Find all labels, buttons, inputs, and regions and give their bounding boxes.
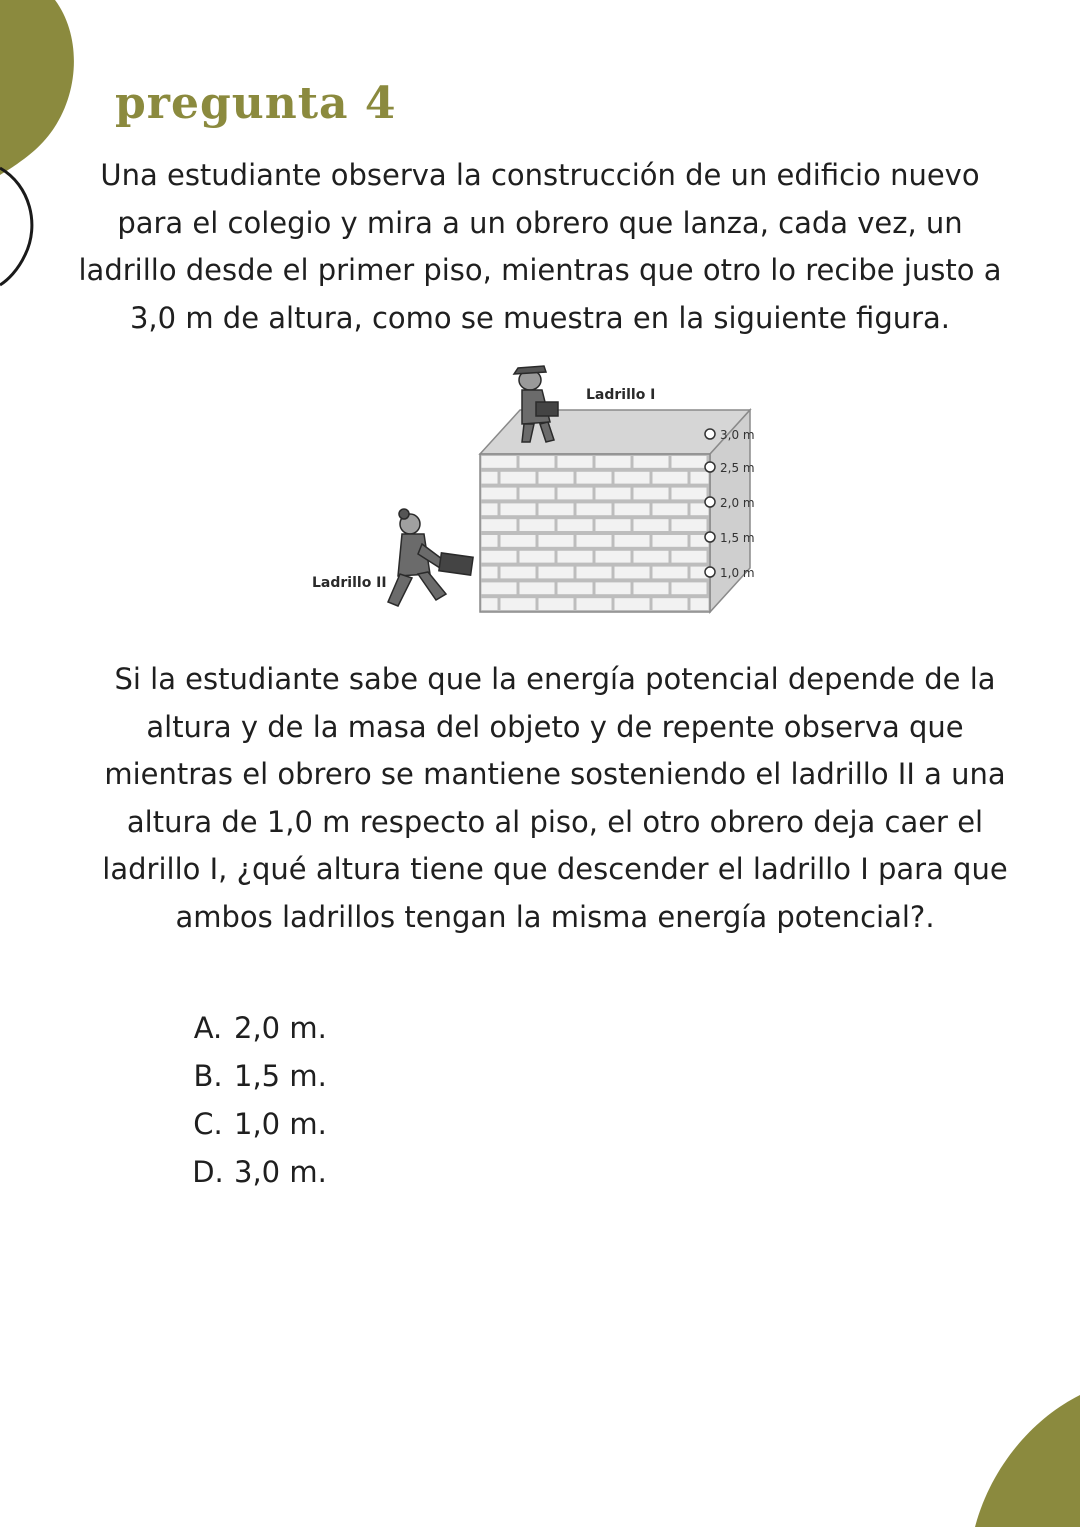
option-letter: D.: [192, 1155, 224, 1189]
brick: [653, 472, 688, 484]
bottom-right-blob: [975, 1395, 1080, 1527]
question-line: Si la estudiante sabe que la energía potencial depende de la: [114, 662, 996, 696]
brick: [482, 598, 498, 610]
question-line: altura de 1,0 m respecto al piso, el otro obrero deja caer el: [126, 804, 984, 839]
top-left-curve-line: [0, 168, 32, 285]
option-c[interactable]: [182, 1100, 327, 1148]
brick: [558, 551, 593, 563]
intro-line: ladrillo desde el primer piso, mientras que otro lo recibe justo a: [78, 253, 1002, 287]
brick: [615, 535, 650, 547]
brick: [596, 582, 631, 594]
brick: [615, 503, 650, 515]
brick: [501, 567, 536, 579]
option-text: 2,0 m.: [234, 1011, 327, 1045]
brick: [539, 503, 574, 515]
brick: [577, 472, 612, 484]
brick: [482, 488, 517, 500]
option-letter: B.: [193, 1059, 223, 1093]
brick: [691, 472, 709, 484]
brick: [501, 472, 536, 484]
brick: [615, 567, 650, 579]
brick: [653, 503, 688, 515]
brick: [634, 488, 669, 500]
height-label: 2,0 m: [720, 496, 755, 510]
question-line: ambos ladrillos tengan la misma energía potencial?.: [175, 899, 935, 934]
worker-on-ground-icon: [388, 509, 473, 606]
brick: [482, 551, 517, 563]
top-left-blob: [0, 0, 74, 175]
brick: [558, 519, 593, 531]
brick: [691, 598, 709, 610]
brick: [634, 456, 669, 468]
brick: [634, 582, 669, 594]
intro-line: para el colegio y mira a un obrero que lanza, cada vez, un: [117, 205, 963, 240]
page-title: pregunta 4: [115, 78, 397, 129]
brick: [520, 519, 555, 531]
brick: [634, 551, 669, 563]
brick: [577, 535, 612, 547]
brick: [482, 503, 498, 515]
brick: [672, 551, 707, 563]
brick: [672, 488, 707, 500]
brick: [596, 488, 631, 500]
brick: [501, 535, 536, 547]
height-label: 2,5 m: [720, 461, 755, 475]
brick: [615, 598, 650, 610]
option-text: 3,0 m.: [234, 1155, 327, 1189]
option-b[interactable]: [182, 1052, 327, 1100]
option-d[interactable]: [182, 1148, 327, 1196]
brick: [520, 551, 555, 563]
brick: [482, 582, 517, 594]
brick: [634, 519, 669, 531]
brick: [577, 503, 612, 515]
brick: [672, 519, 707, 531]
brick: [653, 567, 688, 579]
question-line: altura y de la masa del objeto y de repente observa que: [146, 709, 964, 744]
brick: [558, 582, 593, 594]
brick: [615, 472, 650, 484]
brick: [577, 598, 612, 610]
brick: [596, 551, 631, 563]
brick-building-figure: [300, 362, 780, 622]
brick: [482, 472, 498, 484]
intro-line: Una estudiante observa la construcción de un edificio nuevo: [100, 158, 980, 192]
option-text: 1,5 m.: [234, 1059, 327, 1093]
brick: [501, 598, 536, 610]
brick: [501, 503, 536, 515]
intro-paragraph: [60, 152, 1020, 342]
option-a[interactable]: [182, 1004, 327, 1052]
brick: [539, 567, 574, 579]
brick: [596, 519, 631, 531]
brick: [482, 456, 517, 468]
brick: [672, 582, 707, 594]
brick: [558, 488, 593, 500]
height-label: 1,0 m: [720, 566, 755, 580]
brick: [558, 456, 593, 468]
question-paragraph: [80, 656, 1030, 941]
brick: [672, 456, 707, 468]
intro-line: 3,0 m de altura, como se muestra en la siguiente figura.: [129, 300, 951, 335]
brick: [653, 598, 688, 610]
option-letter: C.: [193, 1107, 223, 1141]
answer-options: [182, 1004, 327, 1196]
brick: [520, 456, 555, 468]
question-line: mientras el obrero se mantiene sosteniendo el ladrillo II a una: [104, 757, 1006, 791]
height-label: 1,5 m: [720, 531, 755, 545]
brick: [482, 535, 498, 547]
brick: [539, 535, 574, 547]
option-letter: A.: [193, 1011, 223, 1045]
brick: [653, 535, 688, 547]
brick: [520, 582, 555, 594]
brick: [539, 472, 574, 484]
brick: [482, 519, 517, 531]
brick: [482, 567, 498, 579]
ladrillo-ii-label: Ladrillo II: [312, 575, 387, 591]
option-text: 1,0 m.: [234, 1107, 327, 1141]
question-line: ladrillo I, ¿qué altura tiene que descender el ladrillo I para que: [102, 852, 1008, 886]
ladrillo-i-label: Ladrillo I: [586, 387, 656, 403]
height-label: 3,0 m: [720, 428, 755, 442]
brick: [520, 488, 555, 500]
brick: [539, 598, 574, 610]
brick: [596, 456, 631, 468]
brick: [577, 567, 612, 579]
